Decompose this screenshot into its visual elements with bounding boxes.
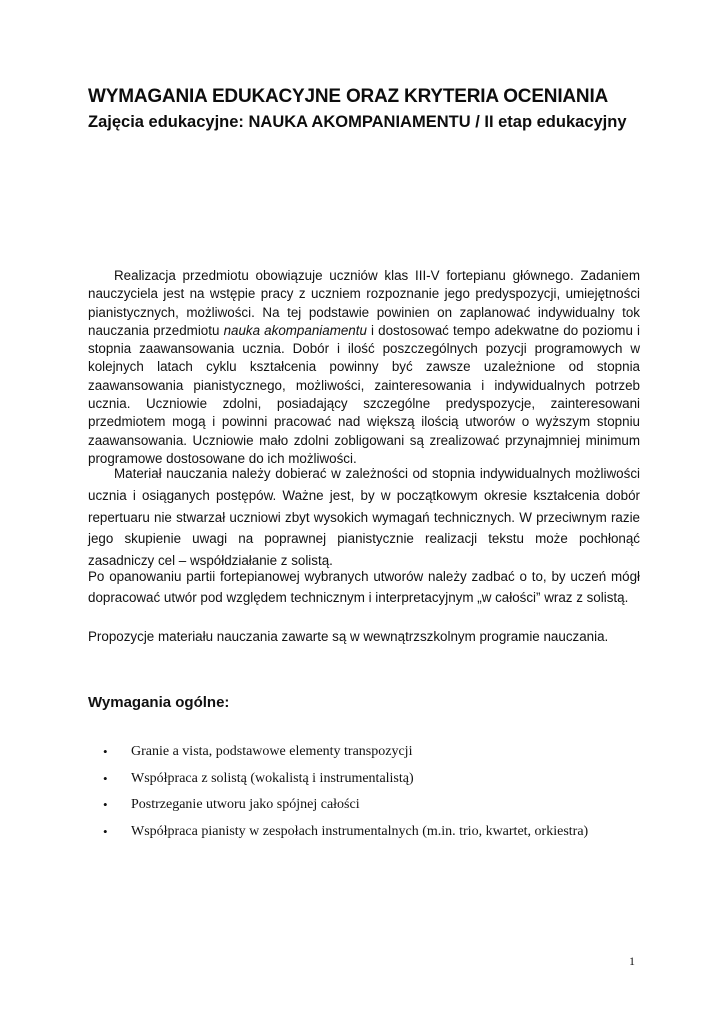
list-item [103, 739, 588, 766]
document-subtitle: Zajęcia edukacyjne: NAUKA AKOMPANIAMENTU / II etap edukacyjny [88, 113, 627, 131]
intro-p1-text-a: Realizacja przedmiotu obowiązuje uczniów klas III-V fortepianu głównego. Zadaniem nauczyciela jest na wstępie pracy z uczniem rozpoznanie jego predyspozycji, umiejętności pianistycznych, możliwości. Na tej podstawie powinien on zaplanować indywidualny tok nauczania przedmiotu [88, 268, 640, 338]
intro-paragraph-2 [88, 463, 640, 572]
intro-p4-text: Propozycje materiału nauczania zawarte są w wewnątrzszkolnym programie nauczania. [88, 629, 609, 644]
intro-p2-text: Materiał nauczania należy dobierać w zależności od stopnia indywidualnych możliwości ucznia i osiąganych postępów. Ważne jest, by w początkowym okresie kształcenia dobór repertuaru nie stwarzał uczniowi zbyt wysokich wymagań technicznych. W przeciwnym razie jego skupienie uwagi na poprawnej pianistycznie realizacji tekstu może pochłonąć zasadniczy cel – współdziałanie z solistą. [88, 466, 640, 569]
intro-p1-text-b: i dostosować tempo adekwatne do poziomu i stopnia zaawansowania ucznia. Dobór i ilość poszczególnych pozycji programowych w kolejnych latach cyklu kształcenia powinny być zawsze uzależnione od stopnia zaawansowania pianistycznego, możliwości, zainteresowania i indywidualnych potrzeb ucznia. Uczniowie zdolni, posiadający szczególne predyspozycje, zainteresowani przedmiotem mogą i powinni pracować nad większą ilością utworów o wyższym stopniu zaawansowania. Uczniowie mało zdolni zobligowani są zrealizować przynajmniej minimum programowe dostosowane do ich możliwości. [88, 322, 640, 466]
list-item-text: Postrzeganie utworu jako spójnej całości [131, 797, 360, 813]
bullet-icon: • [103, 823, 108, 839]
list-item-text: Granie a vista, podstawowe elementy transpozycji [131, 744, 413, 760]
intro-p1-italic: nauka akompaniamentu [223, 322, 367, 338]
intro-p3-text: Po opanowaniu partii fortepianowej wybranych utworów należy zadbać o to, by uczeń mógł dopracować utwór pod względem technicznym i interpretacyjnym „w całości” wraz z solistą. [88, 569, 640, 605]
intro-paragraph-4 [88, 628, 640, 646]
bullet-icon: • [103, 770, 108, 786]
list-item [103, 792, 588, 819]
list-item-text: Współpraca pianisty w zespołach instrumentalnych (m.in. trio, kwartet, orkiestra) [131, 823, 589, 839]
requirements-list [103, 739, 588, 845]
requirements-heading: Wymagania ogólne: [88, 694, 230, 711]
bullet-icon: • [103, 797, 108, 813]
bullet-icon: • [103, 744, 108, 760]
intro-paragraph-1 [88, 267, 640, 468]
list-item [103, 819, 588, 846]
document-title: WYMAGANIA EDUKACYJNE ORAZ KRYTERIA OCENIANIA [88, 86, 609, 107]
list-item-text: Współpraca z solistą (wokalistą i instrumentalistą) [131, 770, 414, 786]
list-item [103, 766, 588, 793]
page-number: 1 [629, 954, 635, 968]
intro-paragraph-3 [88, 566, 640, 608]
